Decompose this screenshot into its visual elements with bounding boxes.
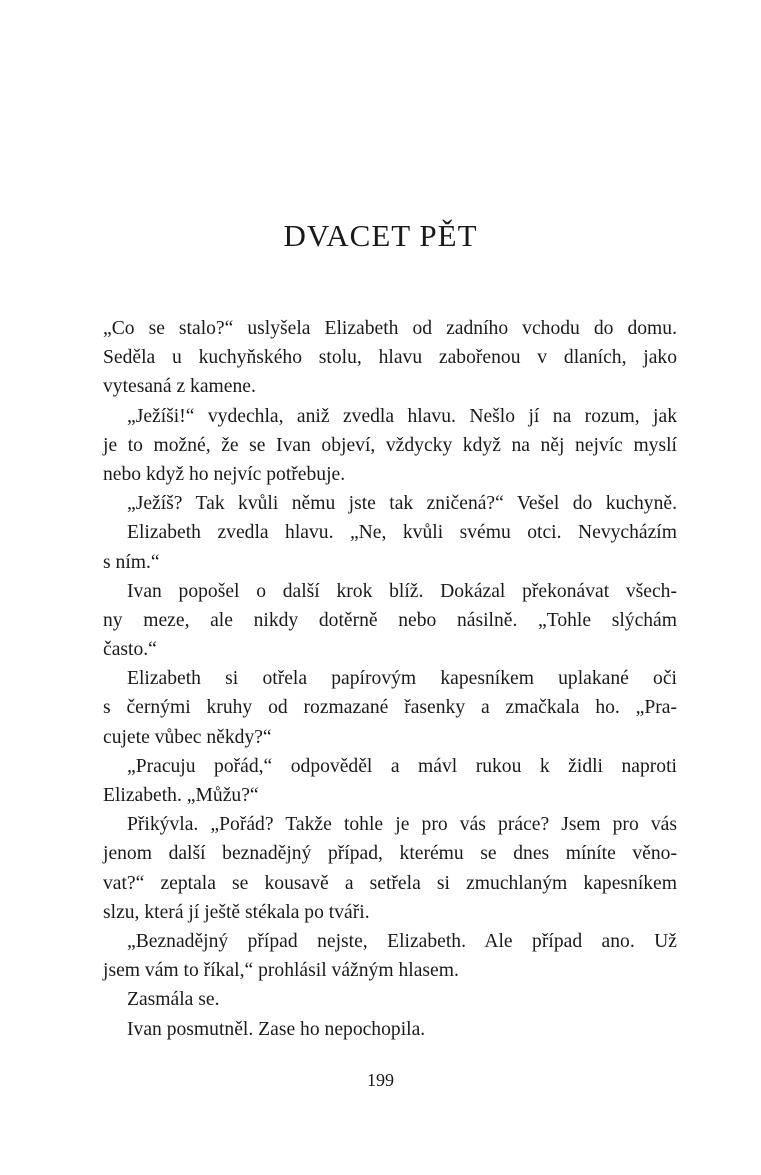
text-line: s černými kruhy od rozmazané řasenky a zmačkala ho. „Pra- <box>103 697 677 719</box>
text-line: je to možné, že se Ivan objeví, vždycky když na něj nejvíc myslí <box>103 434 677 456</box>
text-line: „Co se stalo?“ uslyšela Elizabeth od zadního vchodu do domu. <box>103 318 677 339</box>
text-line: „Ježíši!“ vydechla, aniž zvedla hlavu. Nešlo jí na rozum, jak <box>127 405 677 427</box>
text-line: jsem vám to říkal,“ prohlásil vážným hlasem. <box>103 960 459 982</box>
page-number: 199 <box>367 1070 394 1090</box>
text-line: Přikývla. „Pořád? Takže tohle je pro vás práce? Jsem pro vás <box>127 814 677 836</box>
text-line: „Beznadějný případ nejste, Elizabeth. Ale případ ano. Už <box>127 930 677 952</box>
text-line: vytesaná z kamene. <box>103 376 256 398</box>
text-line: jenom další beznadějný případ, kterému se dnes míníte věno- <box>103 843 677 865</box>
text-line: vat?“ zeptala se kousavě a setřela si zmuchlaným kapesníkem <box>103 872 677 894</box>
text-line: Ivan posmutněl. Zase ho nepochopila. <box>127 1018 426 1040</box>
text-line: Elizabeth si otřela papírovým kapesníkem uplakané oči <box>127 668 677 690</box>
text-line: slzu, která jí ještě stékala po tváři. <box>103 901 370 923</box>
chapter-title: DVACET PĚT <box>283 218 478 253</box>
text-line: s ním.“ <box>103 551 160 573</box>
text-line: Zasmála se. <box>127 989 220 1011</box>
text-line: nebo když ho nejvíc potřebuje. <box>103 463 346 485</box>
text-line: Seděla u kuchyňského stolu, hlavu zabořenou v dlaních, jako <box>103 347 677 369</box>
text-line: Ivan popošel o další krok blíž. Dokázal překonávat všech- <box>127 580 677 602</box>
text-line: ny meze, ale nikdy dotěrně nebo násilně. „Tohle slýchám <box>103 609 677 631</box>
text-line: Elizabeth. „Můžu?“ <box>103 785 259 806</box>
text-line: „Ježíš? Tak kvůli němu jste tak zničená?“ Vešel do kuchyně. <box>127 493 677 515</box>
text-line: „Pracuju pořád,“ odpověděl a mávl rukou k židli naproti <box>127 755 677 777</box>
text-line: cujete vůbec někdy?“ <box>103 726 272 748</box>
text-line: často.“ <box>103 639 157 661</box>
text-line: Elizabeth zvedla hlavu. „Ne, kvůli svému otci. Nevycházím <box>127 522 677 544</box>
chapter-body-text <box>103 314 677 1044</box>
